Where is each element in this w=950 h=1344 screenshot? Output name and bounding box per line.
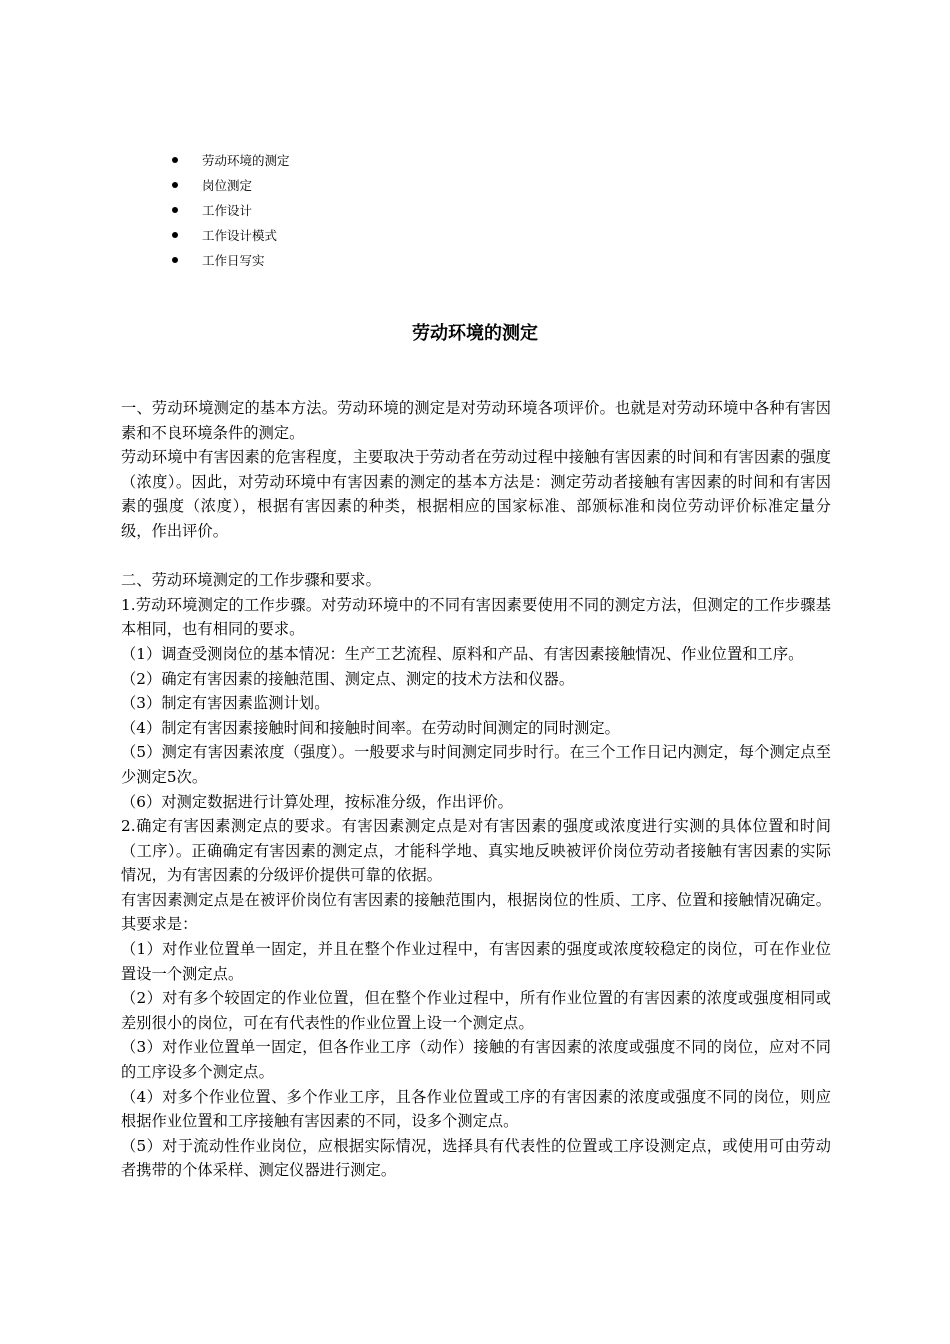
list-item: （1）调查受测岗位的基本情况：生产工艺流程、原料和产品、有害因素接触情况、作业位置和工序。: [121, 644, 804, 663]
list-item: （5）对于流动性作业岗位，应根据实际情况，选择具有代表性的位置或工序设测定点，或使用可由劳动者携带的个体采样、测定仪器进行测定。: [121, 1136, 831, 1180]
toc-item-label: 劳动环境的测定: [202, 153, 290, 168]
toc-item[interactable]: [172, 148, 290, 173]
paragraph: 有害因素测定点是在被评价岗位有害因素的接触范围内，根据岗位的性质、工序、位置和接触情况确定。其要求是：: [121, 890, 831, 934]
list-item: （4）制定有害因素接触时间和接触时间率。在劳动时间测定的同时测定。: [121, 718, 620, 737]
toc-item-label: 工作设计模式: [202, 228, 278, 243]
list-item: （3）制定有害因素监测计划。: [121, 694, 330, 713]
spacer: [121, 544, 831, 569]
table-of-contents: [172, 148, 290, 273]
article-body: [121, 396, 831, 1183]
paragraph: 2.确定有害因素测定点的要求。有害因素测定点是对有害因素的强度或浓度进行实测的具体位置和时间（工序）。正确确定有害因素的测定点，才能科学地、真实地反映被评价岗位劳动者接触有害因素的实际情况，为有害因素的分级评价提供可靠的依据。: [121, 817, 831, 885]
list-item: （2）确定有害因素的接触范围、测定点、测定的技术方法和仪器。: [121, 669, 575, 688]
toc-item-label: 工作设计: [202, 203, 253, 218]
list-item: （6）对测定数据进行计算处理，按标准分级，作出评价。: [121, 792, 513, 811]
paragraph: 劳动环境中有害因素的危害程度，主要取决于劳动者在劳动过程中接触有害因素的时间和有害因素的强度（浓度）。因此，对劳动环境中有害因素的测定的基本方法是：测定劳动者接触有害因素的时间和有害因素的强度（浓度），根据有害因素的种类，根据相应的国家标准、部颁标准和岗位劳动评价标准定量分级，作出评价。: [121, 448, 831, 540]
bullet-icon: [172, 257, 178, 263]
toc-item[interactable]: [172, 198, 290, 223]
toc-item-label: 工作日写实: [202, 253, 265, 268]
bullet-icon: [172, 182, 178, 188]
toc-item-label: 岗位测定: [202, 178, 253, 193]
bullet-icon: [172, 157, 178, 163]
paragraph: 1.劳动环境测定的工作步骤。对劳动环境中的不同有害因素要使用不同的测定方法，但测定的工作步骤基本相同，也有相同的要求。: [121, 595, 831, 639]
list-item: （1）对作业位置单一固定，并且在整个作业过程中，有害因素的强度或浓度较稳定的岗位，可在作业位置设一个测定点。: [121, 940, 831, 983]
section-heading: 二、劳动环境测定的工作步骤和要求。: [121, 571, 381, 590]
toc-item[interactable]: [172, 223, 290, 248]
list-item: （5）测定有害因素浓度（强度）。一般要求与时间测定同步时行。在三个工作日记内测定，每个测定点至少测定5次。: [121, 743, 831, 786]
bullet-icon: [172, 207, 178, 213]
toc-item[interactable]: [172, 248, 290, 273]
page-title: 劳动环境的测定: [412, 323, 538, 344]
bullet-icon: [172, 232, 178, 238]
list-item: （2）对有多个较固定的作业位置，但在整个作业过程中，所有作业位置的有害因素的浓度或强度相同或差别很小的岗位，可在有代表性的作业位置上设一个测定点。: [121, 989, 831, 1032]
paragraph: 一、劳动环境测定的基本方法。劳动环境的测定是对劳动环境各项评价。也就是对劳动环境中各种有害因素和不良环境条件的测定。: [121, 399, 831, 442]
toc-item[interactable]: [172, 173, 290, 198]
list-item: （4）对多个作业位置、多个作业工序，且各作业位置或工序的有害因素的浓度或强度不同的岗位，则应根据作业位置和工序接触有害因素的不同，设多个测定点。: [121, 1087, 831, 1131]
list-item: （3）对作业位置单一固定，但各作业工序（动作）接触的有害因素的浓度或强度不同的岗位，应对不同的工序设多个测定点。: [121, 1038, 831, 1082]
